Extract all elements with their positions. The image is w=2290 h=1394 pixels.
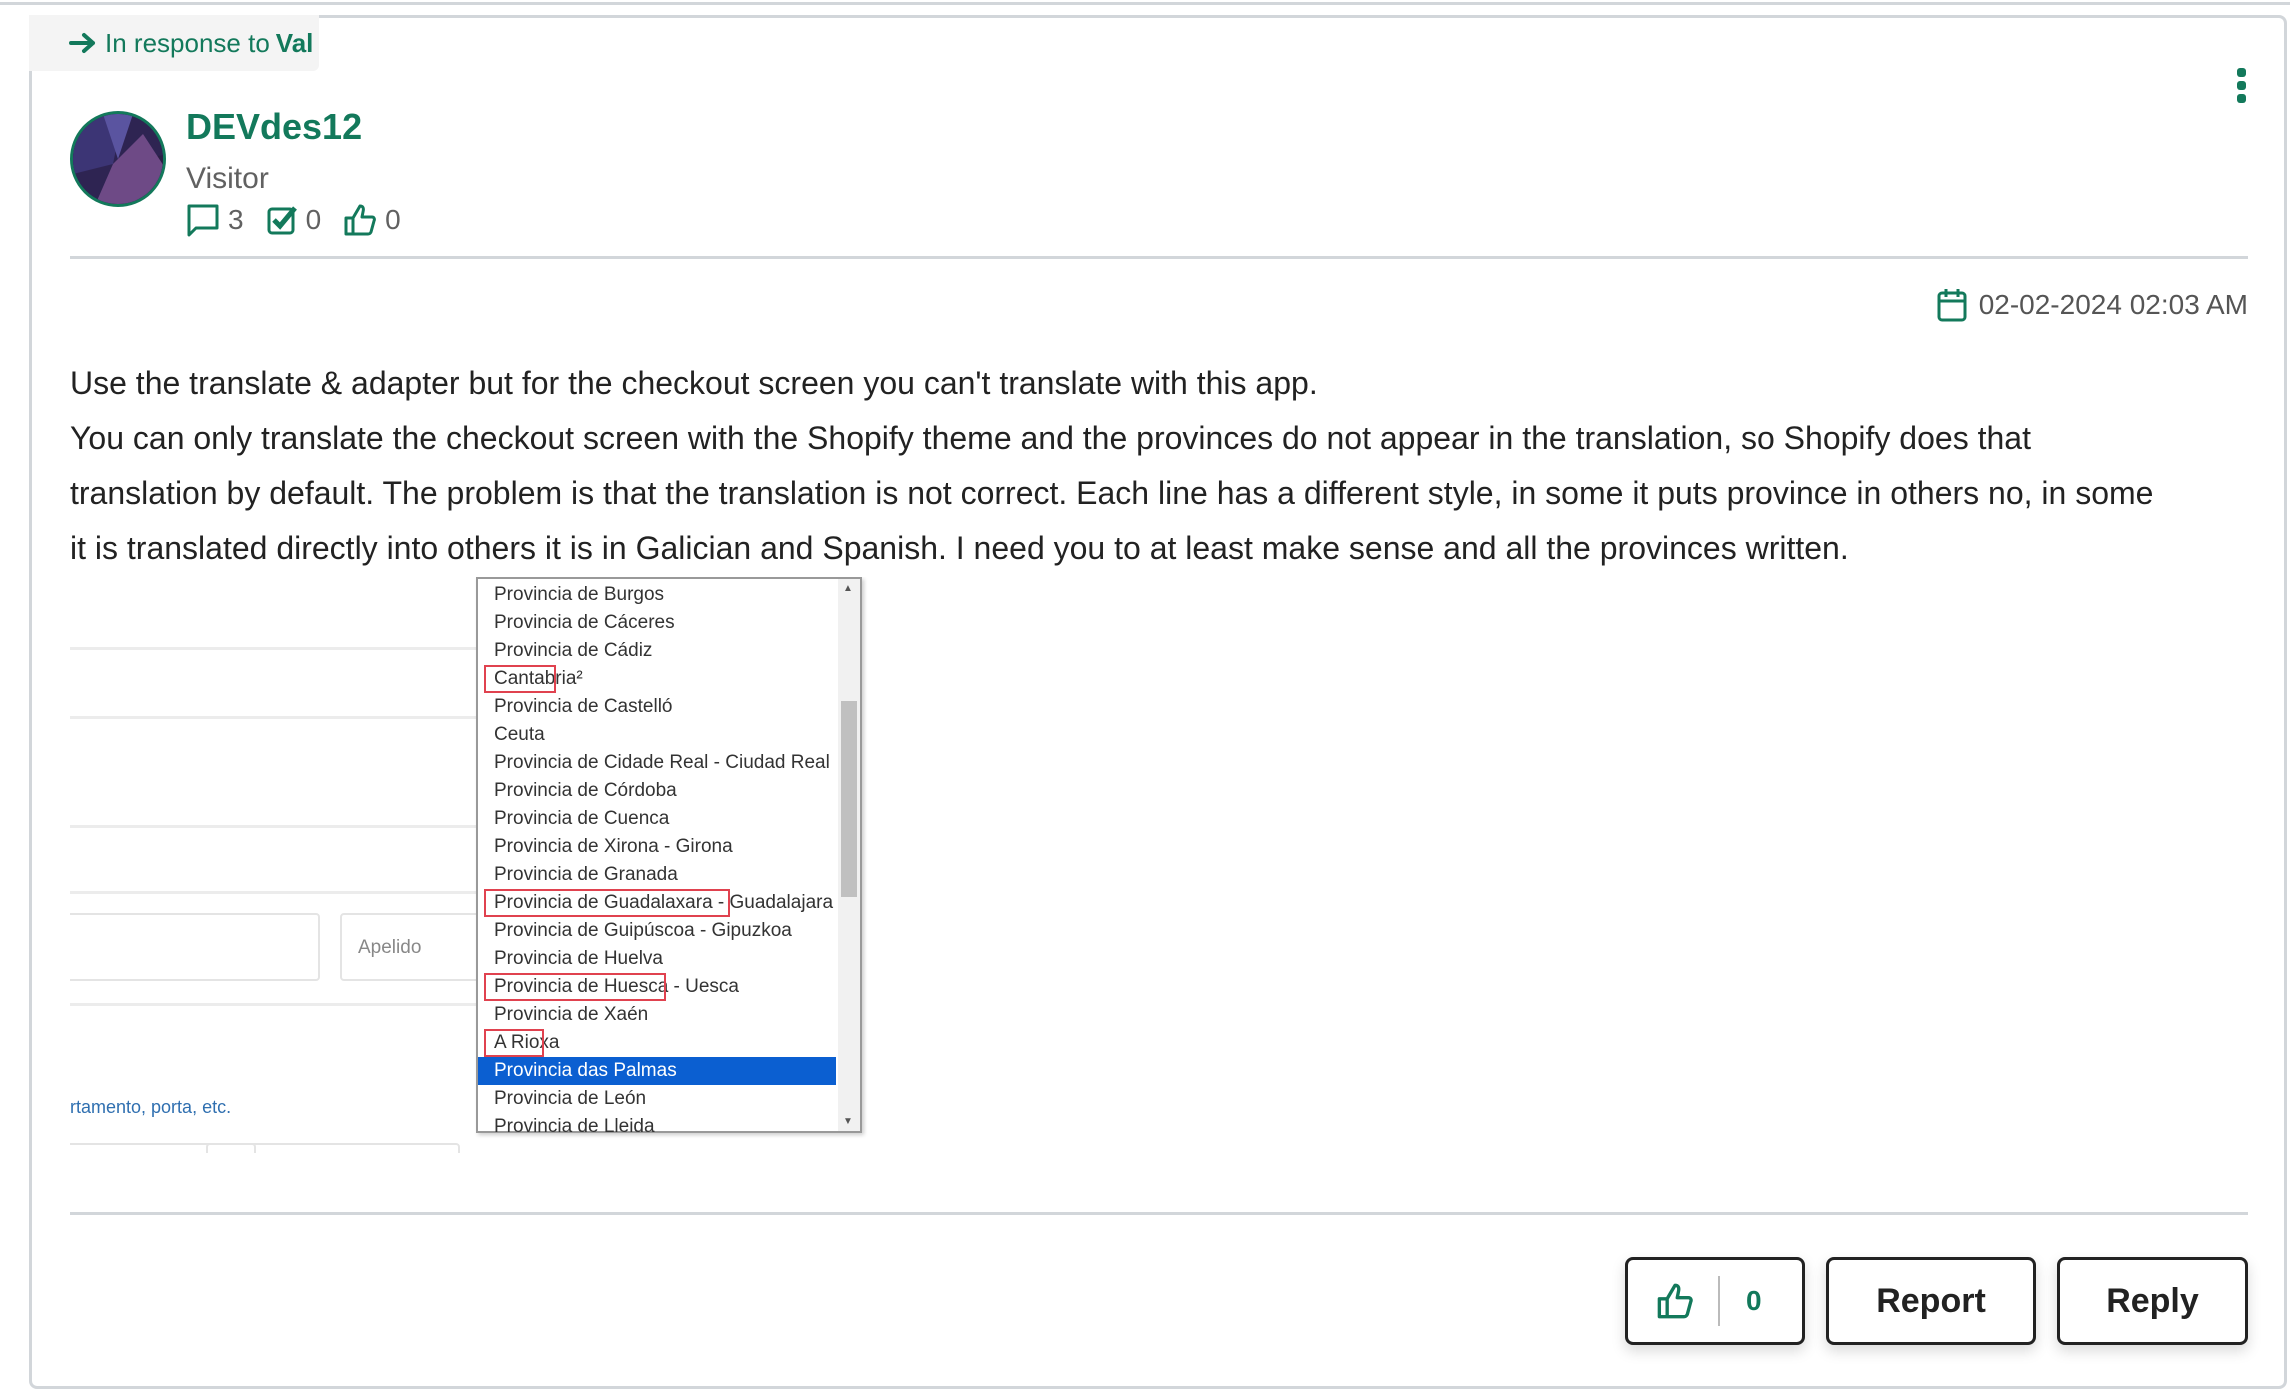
post-date	[1937, 288, 2248, 322]
arrow-right-icon	[69, 32, 97, 54]
dropdown-option[interactable]	[478, 917, 836, 945]
attached-screenshot[interactable]	[70, 577, 872, 1153]
surname-input: Apelido	[340, 913, 490, 981]
calendar-icon	[1937, 288, 1967, 322]
dropdown-option[interactable]	[478, 1085, 836, 1113]
scroll-up-icon: ▲	[843, 583, 853, 594]
thumbs-up-icon	[1656, 1282, 1694, 1320]
option-label: Provincia de Castelló	[494, 696, 673, 717]
dropdown-option[interactable]	[478, 749, 836, 777]
footer-divider	[70, 1212, 2248, 1215]
dropdown-option[interactable]	[478, 721, 836, 749]
post-line: Use the translate & adapter but for the checkout screen you can't translate with this app.	[70, 365, 1318, 401]
dropdown-option[interactable]	[478, 805, 836, 833]
form-line	[70, 716, 476, 719]
solutions-count: 0	[305, 204, 322, 235]
comment-icon	[186, 203, 220, 237]
form-line	[70, 891, 476, 894]
flag-highlight-box	[484, 665, 556, 693]
in-response-prefix: In response to	[105, 27, 270, 58]
flag-highlight-box	[484, 1029, 544, 1057]
option-label: Provincia de Cidade Real - Ciudad Real	[494, 752, 830, 773]
avatar[interactable]	[70, 111, 166, 207]
dropdown-option[interactable]	[478, 1113, 836, 1141]
option-label: Provincia de Xirona - Girona	[494, 836, 733, 857]
option-label: A Rioxa	[494, 1032, 560, 1053]
posts-count: 3	[228, 204, 244, 235]
form-line	[70, 1003, 476, 1006]
option-label: Provincia de Xaén	[494, 1004, 649, 1025]
page-top-border	[0, 2, 2290, 5]
author-name[interactable]: DEVdes12	[186, 106, 363, 147]
option-label: Provincia de Cuenca	[494, 808, 670, 829]
dropdown-option[interactable]	[478, 1057, 836, 1085]
dropdown-scrollbar	[838, 579, 860, 1131]
dropdown-option[interactable]	[478, 1001, 836, 1029]
dropdown-option[interactable]	[478, 777, 836, 805]
dropdown-option[interactable]	[478, 889, 836, 917]
option-label: Provincia de Cáceres	[494, 612, 675, 633]
province-dropdown-list	[476, 577, 862, 1137]
kudos-count: 0	[385, 204, 401, 235]
dropdown-option[interactable]	[478, 833, 836, 861]
option-label: Provincia de León	[494, 1088, 647, 1109]
form-line	[70, 647, 476, 650]
dropdown-option[interactable]	[478, 581, 836, 609]
option-label: Provincia de Huelva	[494, 948, 663, 969]
dropdown-option[interactable]	[478, 609, 836, 637]
kudos-button[interactable]	[1625, 1257, 1805, 1345]
report-button[interactable]: Report	[1826, 1257, 2036, 1345]
dropdown-option[interactable]	[478, 637, 836, 665]
post-date-text: 02-02-2024 02:03 AM	[1978, 289, 2248, 320]
dropdown-option[interactable]	[478, 973, 836, 1001]
option-label: Provincia de Córdoba	[494, 780, 677, 801]
author-stats	[186, 203, 415, 237]
option-label: Provincia de Huesca - Uesca	[494, 976, 739, 997]
option-label: Provincia de Cádiz	[494, 640, 653, 661]
dropdown-option[interactable]	[478, 1029, 836, 1057]
option-label: Provincia de Granada	[494, 864, 678, 885]
post-line: You can only translate the checkout screen with the Shopify theme and the provinces do not appear in the translation, so Shopify does that	[70, 420, 2031, 456]
more-options-icon[interactable]	[2226, 68, 2256, 108]
option-label: Provincia das Palmas	[494, 1060, 677, 1081]
option-label: Provincia de Lleida	[494, 1116, 655, 1137]
post-body	[70, 356, 2250, 576]
option-label: Provincia de Guipúscoa - Gipuzkoa	[494, 920, 792, 941]
form-input	[206, 1143, 460, 1153]
in-response-to-link[interactable]	[29, 15, 319, 71]
reply-button[interactable]: Reply	[2057, 1257, 2248, 1345]
post-line: translation by default. The problem is that the translation is not correct. Each line has a different style, in some it puts province in others no, in some	[70, 475, 2154, 511]
flag-highlight-box	[484, 973, 666, 1001]
form-line	[70, 825, 476, 828]
option-label: Ceuta	[494, 724, 545, 745]
author-role: Visitor	[186, 162, 269, 195]
option-label: Cantabria²	[494, 668, 583, 689]
scroll-down-icon: ▼	[843, 1116, 853, 1127]
name-input	[70, 913, 320, 981]
thumbs-up-icon	[343, 203, 377, 237]
option-label: Provincia de Burgos	[494, 584, 665, 605]
solution-check-icon	[266, 204, 298, 236]
dropdown-option[interactable]	[478, 861, 836, 889]
option-label: Provincia de Guadalaxara - Guadalajara	[494, 892, 834, 913]
dropdown-option[interactable]	[478, 693, 836, 721]
header-divider	[70, 256, 2248, 259]
address-hint: rtamento, porta, etc.	[70, 1097, 232, 1117]
dropdown-option[interactable]	[478, 945, 836, 973]
in-response-user[interactable]: Val	[275, 27, 314, 58]
post-line: it is translated directly into others it is in Galician and Spanish. I need you to at least make sense and all the provinces written.	[70, 530, 1849, 566]
kudos-button-count: 0	[1746, 1285, 1762, 1316]
flag-highlight-box	[484, 889, 730, 917]
dropdown-option[interactable]	[478, 665, 836, 693]
